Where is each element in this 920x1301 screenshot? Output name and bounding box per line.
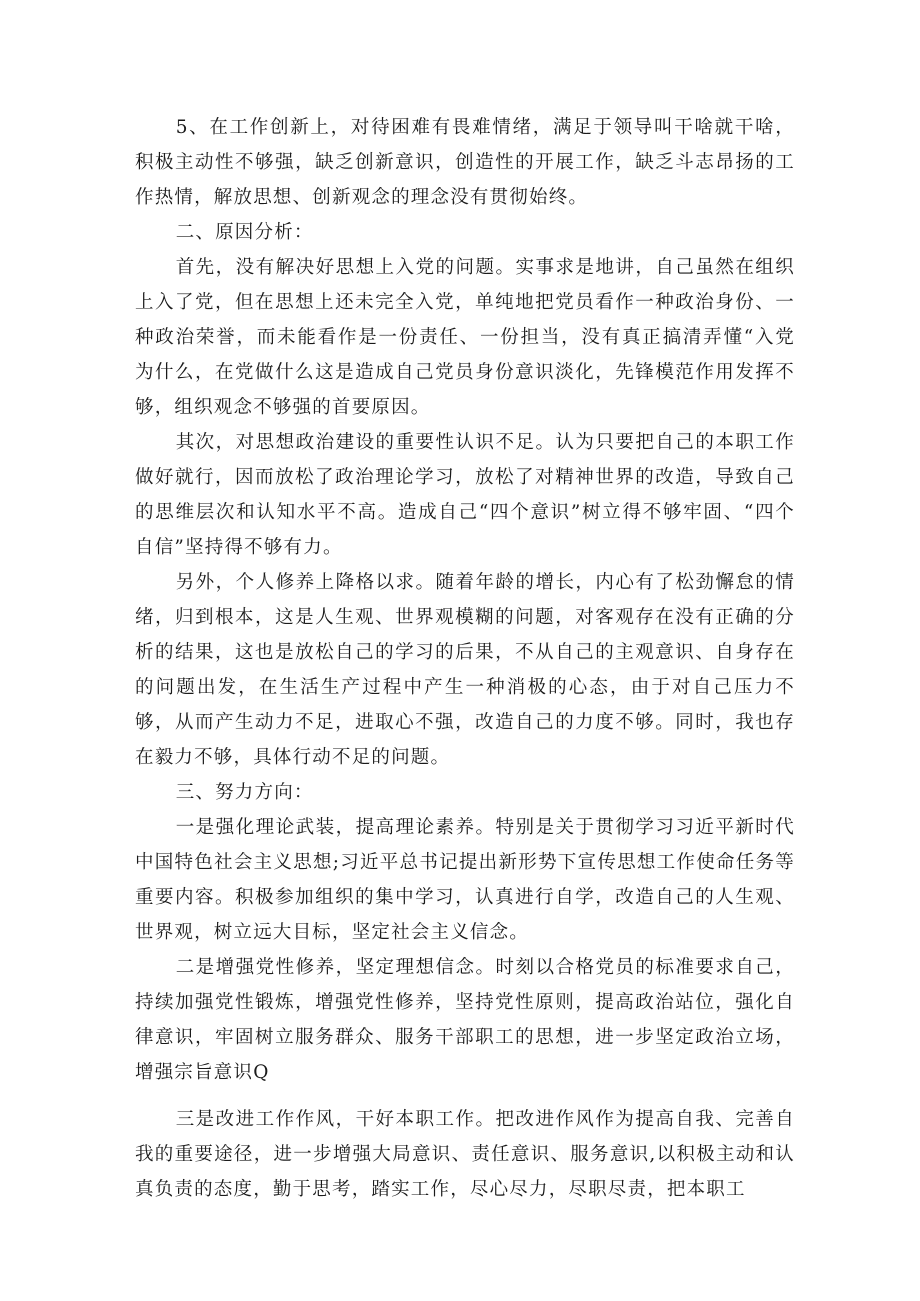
document-body (135, 110, 795, 1207)
paragraph-second-reason: 其次，对思想政治建设的重要性认识不足。认为只要把自己的本职工作做好就行，因而放松了政治理论学习，放松了对精神世界的改造，导致自己的思维层次和认知水平不高。造成自己“四个意识”树立得不够牢固、“四个自信”坚持得不够有力。 (135, 432, 795, 558)
heading-cause-analysis: 二、原因分析： (175, 222, 314, 243)
paragraph-direction-one: 一是强化理论武装，提高理论素养。特别是关于贯彻学习习近平新时代中国特色社会主义思想;习近平总书记提出新形势下宣传思想工作使命任务等重要内容。积极参加组织的集中学习，认真进行自学，改造自己的人生观、世界观，树立远大目标，坚定社会主义信念。 (135, 817, 795, 943)
paragraph-first-reason: 首先，没有解决好思想上入党的问题。实事求是地讲，自己虽然在组织上入了党，但在思想上还未完全入党，单纯地把党员看作一种政治身份、一种政治荣誉，而未能看作是一份责任、一份担当，没有真正搞清弄懂“入党为什么，在党做什么这是造成自己党员身份意识淡化，先锋模范作用发挥不够，组织观念不够强的首要原因。 (135, 257, 795, 418)
paragraph-direction-three: 三是改进工作作风，干好本职工作。把改进作风作为提高自我、完善自我的重要途径，进一步增强大局意识、责任意识、服务意识,以积极主动和认真负责的态度，勤于思考，踏实工作，尽心尽力，尽职尽责，把本职工 (135, 1109, 795, 1200)
paragraph-work-innovation: 5、在工作创新上，对待困难有畏难情绪，满足于领导叫干啥就干啥，积极主动性不够强，缺乏创新意识，创造性的开展工作，缺乏斗志昂扬的工作热情，解放思想、创新观念的理念没有贯彻始终。 (135, 117, 795, 208)
heading-improvement-direction: 三、努力方向： (175, 782, 314, 803)
paragraph-third-reason: 另外，个人修养上降格以求。随着年龄的增长，内心有了松劲懈怠的情绪，归到根本，这是人生观、世界观模糊的问题，对客观存在没有正确的分析的结果，这也是放松自己的学习的后果，不从自己的主观意识、自身存在的问题出发，在生活生产过程中产生一种消极的心态，由于对自己压力不够，从而产生动力不足，进取心不强，改造自己的力度不够。同时，我也存在毅力不够，具体行动不足的问题。 (135, 572, 795, 768)
paragraph-direction-two: 二是增强党性修养，坚定理想信念。时刻以合格党员的标准要求自己，持续加强党性锻炼，增强党性修养，坚持党性原则，提高政治站位，强化自律意识，牢固树立服务群众、服务干部职工的思想，进一步坚定政治立场，增强宗旨意识Q (135, 957, 795, 1083)
